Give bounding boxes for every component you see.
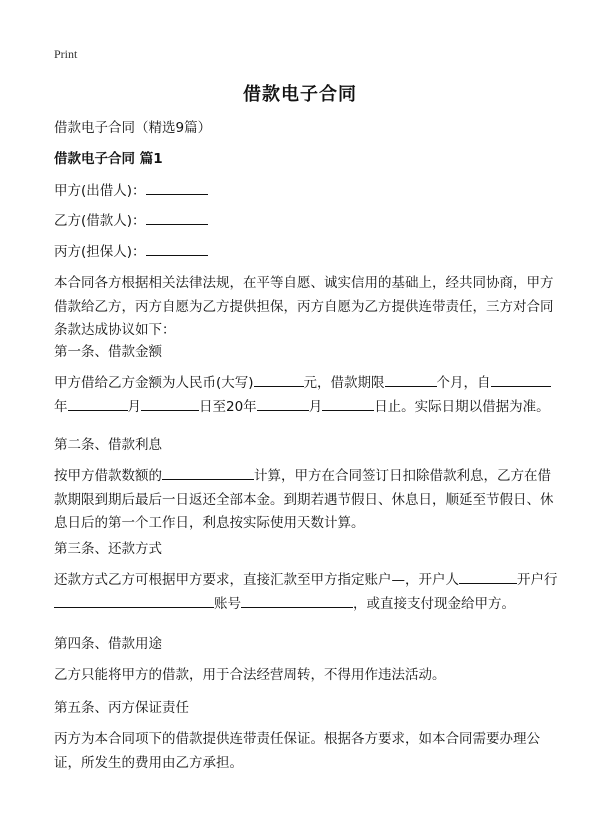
article3-text-3: 账号 [214,595,241,612]
party-lender-label: 甲方(出借人)： [54,183,146,199]
document-title: 借款电子合同 [243,84,357,105]
article2-heading: 第二条、借款利息 [54,437,162,453]
party-lender-line [54,180,558,204]
article2-text-1: 按甲方借款数额的 [54,468,162,484]
account-number-blank [241,593,353,608]
article2-body [54,465,558,536]
article3-text-4: ，或直接支付现金给甲方。 [353,595,515,612]
article1-text-7: 月 [308,398,323,415]
article1-text-6: 日至20年 [199,398,257,415]
article1-text-1: 甲方借给乙方金额为人民币(大写) [54,375,254,391]
interest-rate-blank [162,465,254,480]
article3-body [54,569,558,616]
term-blank [385,372,437,387]
article1-text-2: 元，借款期限 [303,375,385,391]
party-guarantor-line [54,241,558,265]
article1-heading: 第一条、借款金额 [54,344,162,360]
article5-heading: 第五条、丙方保证责任 [54,700,189,716]
article3-text-1: 还款方式乙方可根据甲方要求，直接汇款至甲方指定账户—，开户人 [54,572,459,588]
party-borrower-label: 乙方(借款人)： [54,213,146,229]
article2-text-2: 计算，甲方在合同签订日扣除借款利息，乙方在借款期限到期后最后一日返还全部本金。到期若遇节假日、休息日，顺延至节假日、休息日后的第一个工作日，利息按实际使用天数计算。 [54,468,554,531]
bank-blank [54,593,214,608]
borrower-blank [146,210,208,225]
article3-heading: 第三条、还款方式 [54,541,162,557]
article1-body [54,372,558,419]
lender-blank [146,180,208,195]
party-borrower-line [54,210,558,234]
start-year-blank [491,372,551,387]
end-day-blank [322,396,374,411]
guarantor-blank [146,241,208,256]
document-subtitle: 借款电子合同（精选9篇） [54,120,212,136]
party-guarantor-label: 丙方(担保人)： [54,244,146,260]
amount-blank [254,372,304,387]
article4-body: 乙方只能将甲方的借款，用于合法经营周转，不得用作违法活动。 [54,667,446,683]
start-month-blank [68,396,128,411]
section-heading: 借款电子合同 篇1 [54,151,163,167]
article5-body: 丙方为本合同项下的借款提供连带责任保证。根据各方要求，如本合同需要办理公证，所发生的费用由乙方承担。 [54,731,540,771]
article1-text-3: 个月，自 [436,375,491,391]
print-link[interactable]: Print [54,47,78,61]
article1-text-4: 年 [54,398,68,415]
account-holder-blank [459,569,517,584]
start-day-blank [141,396,199,411]
article1-text-5: 月 [127,398,141,415]
article3-text-2: 开户行 [517,572,558,588]
article4-heading: 第四条、借款用途 [54,636,162,652]
article1-text-8: 日止。实际日期以借据为准。 [374,398,550,415]
end-month-blank [257,396,309,411]
intro-paragraph: 本合同各方根据相关法律法规，在平等自愿、诚实信用的基础上，经共同协商，甲方借款给乙方，丙方自愿为乙方提供担保，丙方自愿为乙方提供连带责任，三方对合同条款达成协议如下： [54,275,554,338]
